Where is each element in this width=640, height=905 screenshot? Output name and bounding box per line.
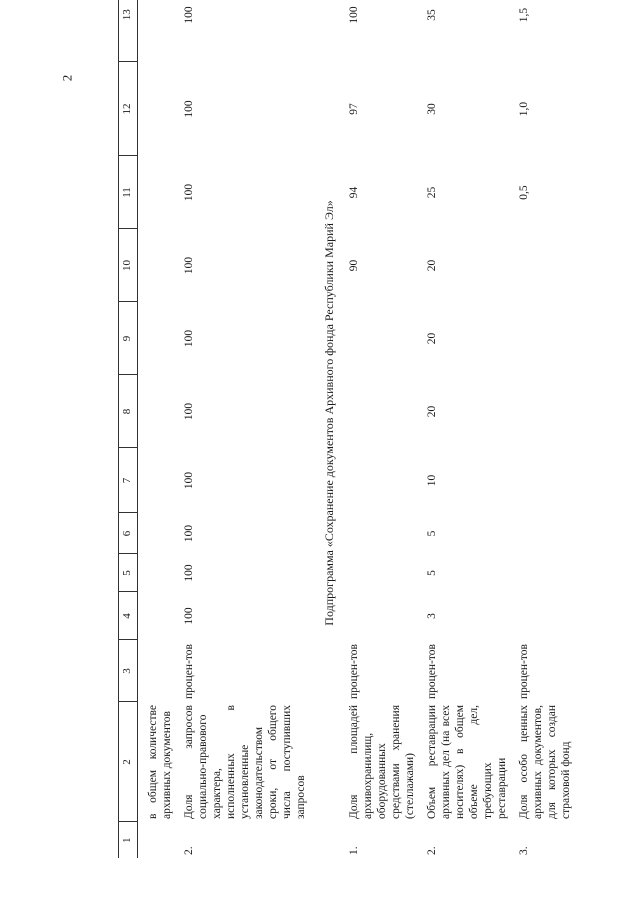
col-header: 7 [119, 448, 138, 513]
value-cell: 100 [183, 471, 196, 490]
subprogram-row [308, 0, 347, 858]
page-number: 2 [59, 74, 75, 82]
value-cell [347, 592, 417, 640]
value-cell: 94 [347, 186, 360, 199]
row-number: 1. [347, 846, 360, 855]
value-cell [146, 302, 174, 375]
value-cell [146, 62, 174, 156]
row-number: 2. [425, 846, 438, 855]
value-cell: 100 [183, 607, 196, 625]
value-cell: 30 [425, 103, 438, 115]
value-cell [517, 448, 573, 513]
value-cell [146, 554, 174, 592]
value-cell [146, 448, 174, 513]
value-cell [347, 302, 417, 375]
value-cell: 25 [425, 186, 438, 199]
value-cell: 3 [425, 613, 438, 619]
value-cell [347, 375, 417, 448]
value-cell: 100 [183, 183, 196, 202]
unit-cell: процен-тов [517, 644, 530, 699]
value-cell: 100 [183, 6, 196, 24]
row-number: 3. [517, 846, 530, 855]
col-header: 5 [119, 554, 138, 592]
value-cell: 100 [183, 564, 196, 582]
col-header: 9 [119, 302, 138, 375]
value-cell: 0,5 [517, 185, 530, 200]
value-cell: 1,0 [517, 101, 530, 117]
indicator-text: в общем количестве архивных документов [147, 705, 174, 819]
value-cell [146, 0, 174, 62]
value-cell: 20 [425, 332, 438, 345]
value-cell: 5 [425, 570, 438, 576]
value-cell: 5 [425, 530, 438, 537]
table-row [146, 0, 174, 858]
col-header: 1 [119, 822, 138, 858]
value-cell: 35 [425, 9, 438, 21]
value-cell [347, 554, 417, 592]
col-header: 10 [119, 229, 138, 302]
subprogram-title: Подпрограмма «Сохранение документов Архивного фонда Республики Марий Эл» [322, 200, 337, 626]
value-cell: 90 [347, 259, 360, 272]
unit-cell: процен-тов [425, 644, 438, 699]
indicator-text: Доля особо ценных архивных документов, для которых создан страховой фонд [517, 705, 573, 819]
col-header: 12 [119, 62, 138, 156]
value-cell [347, 448, 417, 513]
table-row [425, 0, 509, 858]
value-cell [517, 375, 573, 448]
value-cell [517, 513, 573, 554]
col-header: 4 [119, 592, 138, 640]
value-cell: 100 [183, 256, 196, 275]
value-cell: 100 [183, 402, 196, 421]
value-cell: 100 [183, 329, 196, 348]
value-cell [517, 302, 573, 375]
value-cell [146, 229, 174, 302]
value-cell [347, 513, 417, 554]
indicator-text: Доля запросов социально-правового характера, исполненных в установленные законодательством сроки, от общего числа поступивших запросов [183, 705, 308, 819]
unit-cell: процен-тов [183, 644, 196, 699]
unit-cell [146, 640, 174, 702]
indicator-text: Объем реставрации архивных дел (на всех носителях) в общем объеме дел, требующих реставрации [425, 705, 508, 819]
col-header: 2 [119, 702, 138, 822]
value-cell [517, 554, 573, 592]
value-cell: 20 [425, 405, 438, 418]
value-cell [517, 592, 573, 640]
value-cell: 100 [183, 100, 196, 118]
row-number: 2. [183, 846, 196, 855]
value-cell [146, 513, 174, 554]
rotated-table-content [118, 6, 638, 858]
value-cell [146, 592, 174, 640]
indicator-text: Доля площадей архивохранилищ, оборудованных средствами хранения (стеллажами) [347, 705, 416, 819]
col-header: 6 [119, 513, 138, 554]
header-row [119, 0, 138, 858]
col-header: 3 [119, 640, 138, 702]
value-cell: 20 [425, 259, 438, 272]
value-cell: 10 [425, 474, 438, 487]
value-cell: 97 [347, 103, 360, 115]
value-cell: 1,5 [517, 7, 530, 23]
table-row [347, 0, 417, 858]
row-number [146, 822, 174, 858]
col-header: 13 [119, 0, 138, 62]
value-cell: 100 [183, 524, 196, 543]
table-row [517, 0, 573, 858]
col-header: 11 [119, 156, 138, 229]
table-row [182, 0, 308, 858]
value-cell [517, 229, 573, 302]
value-cell [146, 375, 174, 448]
indicators-table [118, 0, 573, 858]
unit-cell: процен-тов [347, 644, 360, 699]
value-cell [146, 156, 174, 229]
col-header: 8 [119, 375, 138, 448]
value-cell: 100 [347, 6, 360, 24]
